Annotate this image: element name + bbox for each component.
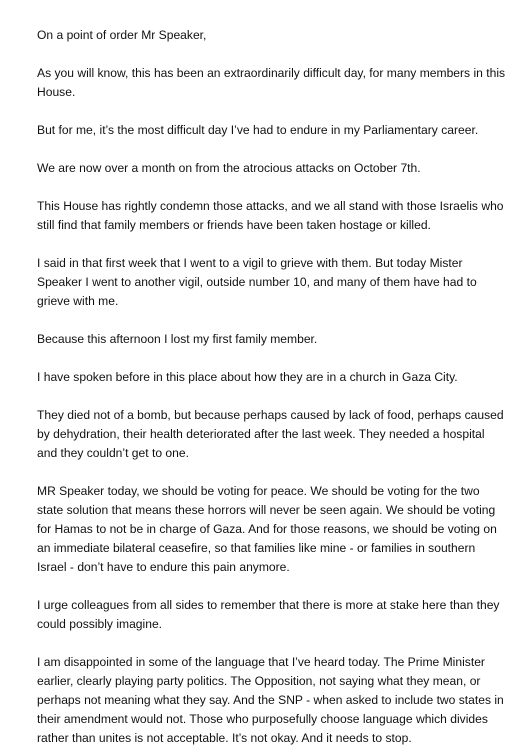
paragraph-church: I have spoken before in this place about how they are in a church in Gaza City. <box>37 370 458 384</box>
paragraph-died: They died not of a bomb, but because perhaps caused by lack of food, perhaps caused by dehydration, their health deteriorated after the last week. They needed a hospital and they couldn’t get to one. <box>37 408 504 460</box>
paragraph-family-member: Because this afternoon I lost my first family member. <box>37 332 318 346</box>
paragraph-voting: MR Speaker today, we should be voting for peace. We should be voting for the two state solution that means these horrors will never be seen again. We should be voting for Hamas to not be in charge of Gaza. And for those reasons, we should be voting on an immediate bilateral ceasefire, so that families like mine - or families in southern Israel - don’t have to endure this pain anymore. <box>37 484 497 574</box>
paragraph-vigil: I said in that first week that I went to a vigil to grieve with them. But today Mister Speaker I went to another vigil, outside number 10, and many of them have had to grieve with me. <box>37 256 477 308</box>
paragraph-difficult-day: As you will know, this has been an extraordinarily difficult day, for many members in this House. <box>37 66 506 99</box>
paragraph-month-on: We are now over a month on from the atrocious attacks on October 7th. <box>37 161 421 175</box>
paragraph-condemn: This House has rightly condemn those attacks, and we all stand with those Israelis who still find that family members or friends have been taken hostage or killed. <box>37 199 504 232</box>
paragraph-most-difficult: But for me, it’s the most difficult day I’ve had to endure in my Parliamentary career. <box>37 123 479 137</box>
paragraph-opening: On a point of order Mr Speaker, <box>37 28 207 42</box>
paragraph-urge: I urge colleagues from all sides to remember that there is more at stake here than they could possibly imagine. <box>37 598 500 631</box>
paragraph-disappointed: I am disappointed in some of the language that I’ve heard today. The Prime Minister earlier, clearly playing party politics. The Opposition, not saying what they mean, or perhaps not meaning what they say. And the SNP - when asked to include two states in their amendment would not. Those who purposefully choose language which divides rather than unites is not acceptable. It’s not okay. And it needs to stop. <box>37 655 504 745</box>
